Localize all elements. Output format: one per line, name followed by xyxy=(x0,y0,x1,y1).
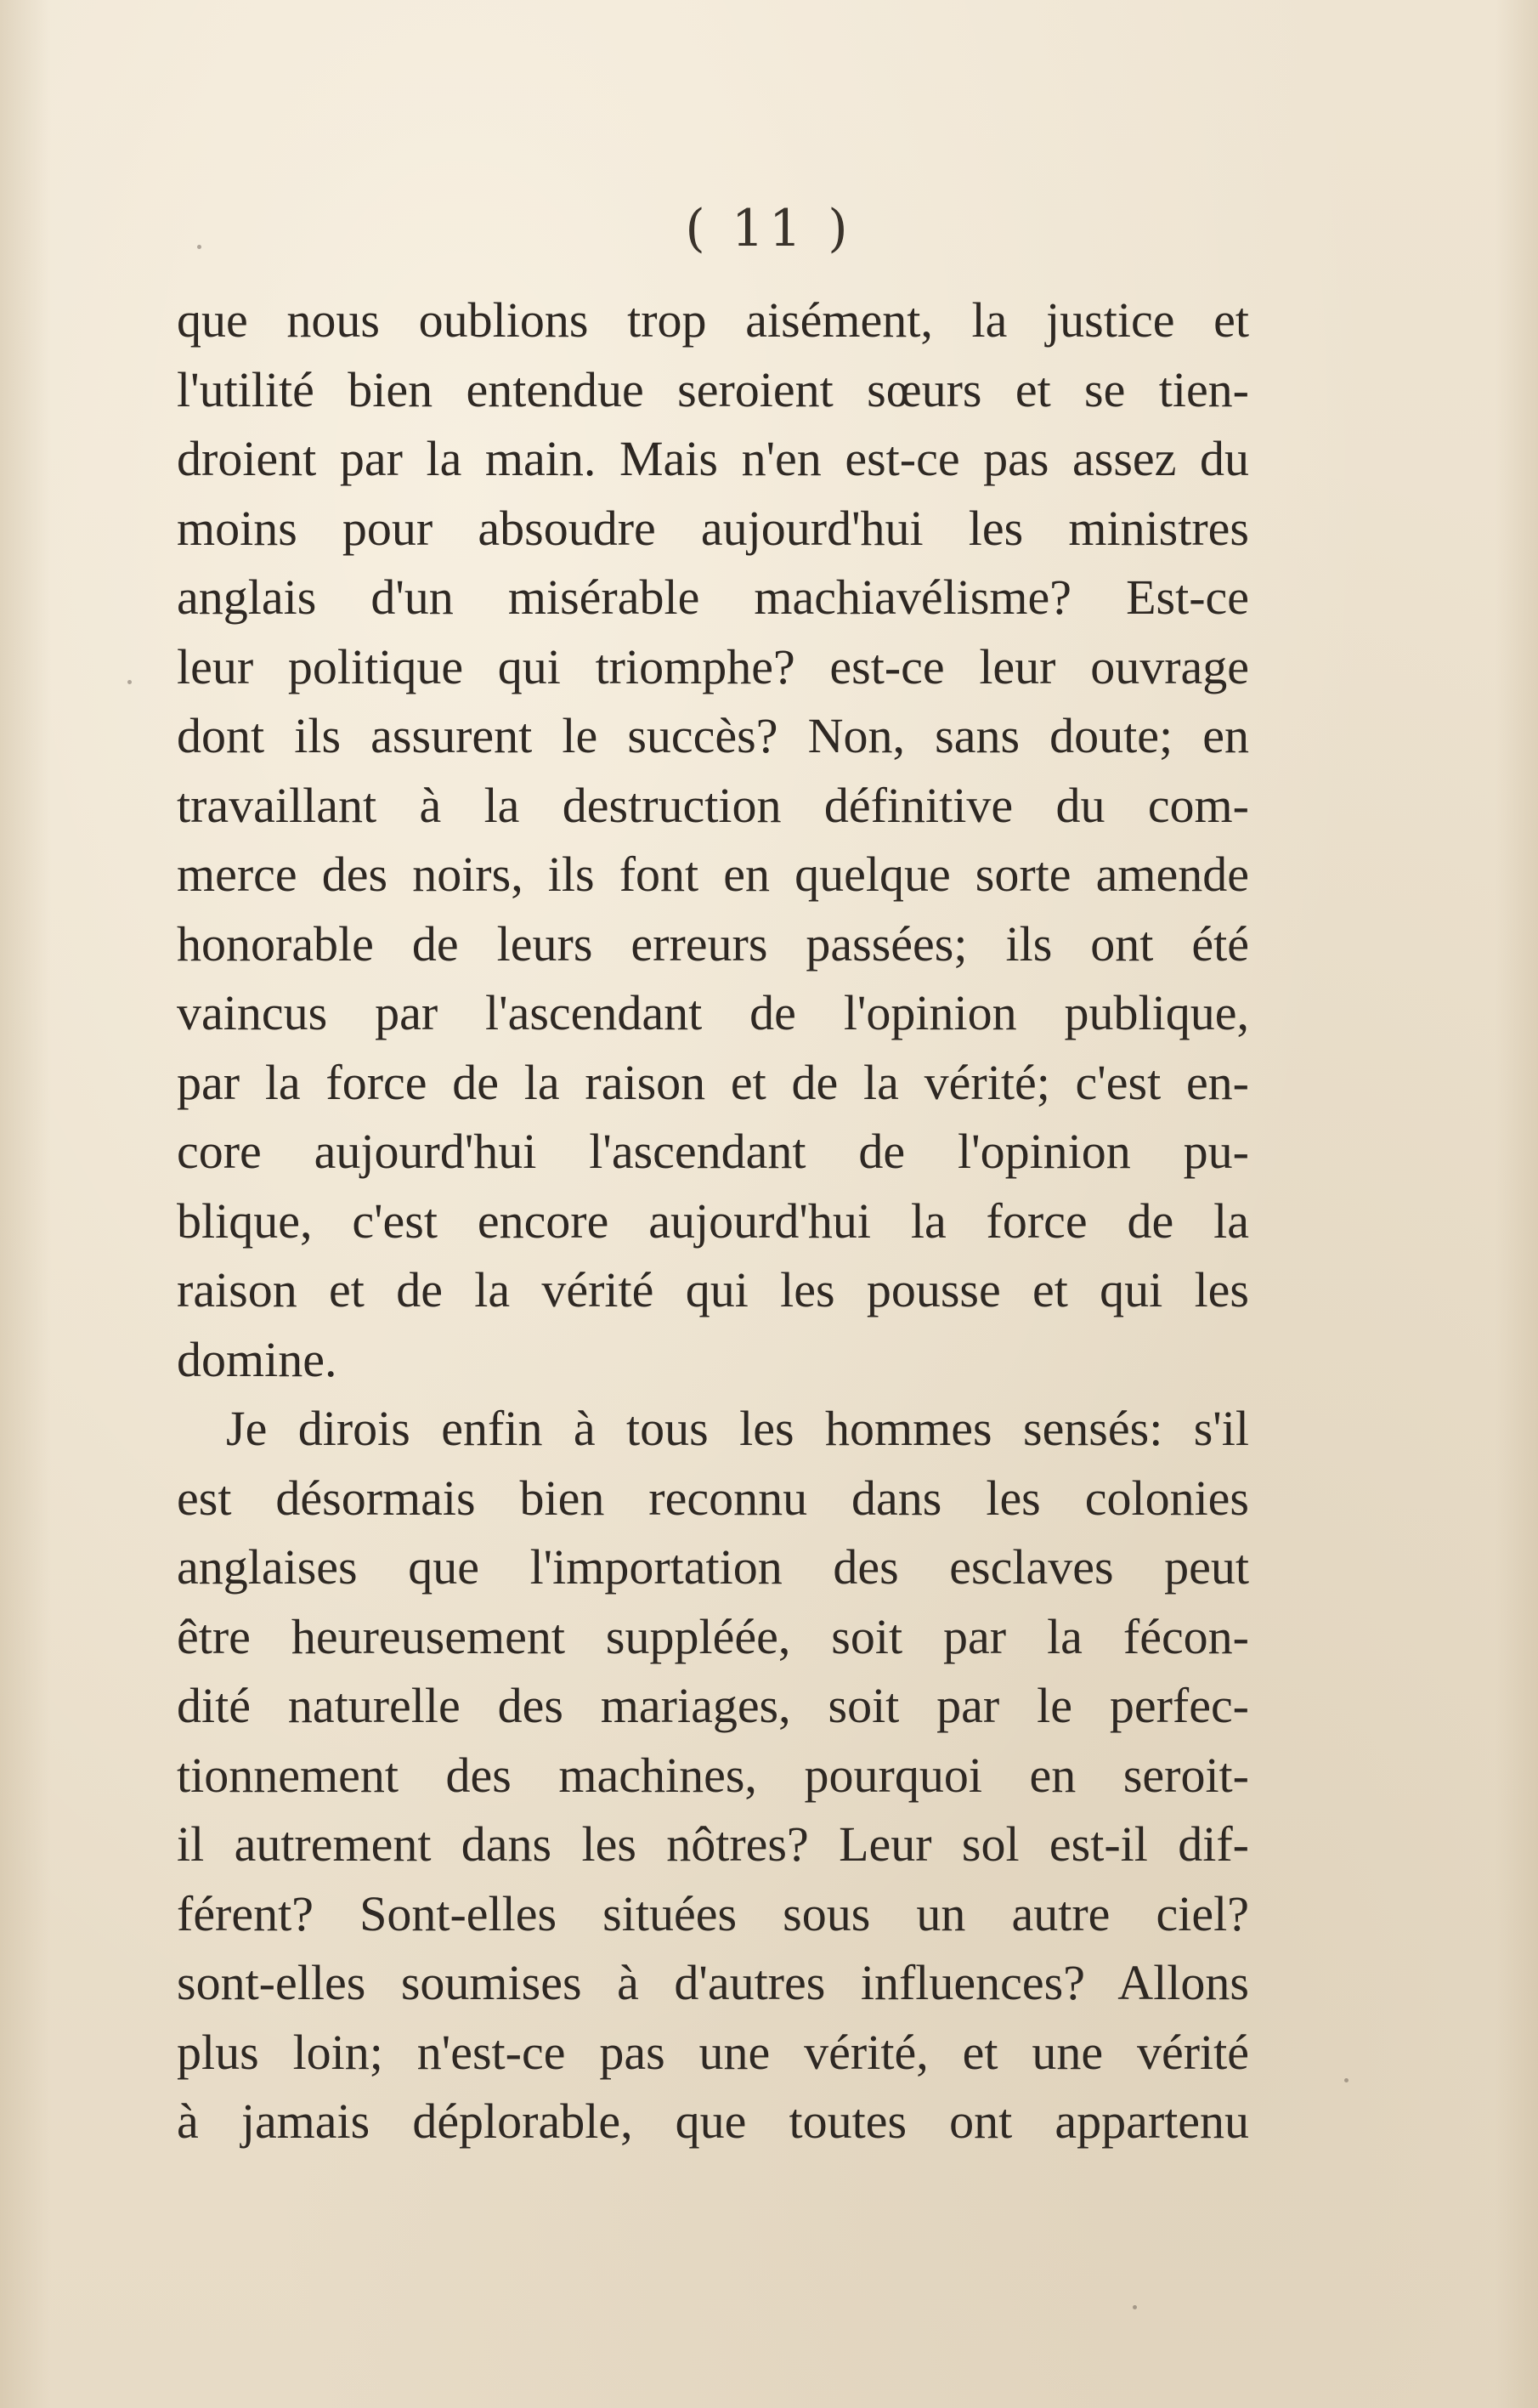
text-line: core aujourd'hui l'ascendant de l'opinion pu- xyxy=(177,1124,1249,1179)
paragraph-end-line: domine. xyxy=(177,1331,337,1387)
text-line: raison et de la vérité qui les pousse et qui les xyxy=(177,1262,1249,1317)
text-line: anglais d'un misérable machiavélisme? Est-ce xyxy=(177,569,1249,625)
text-line: honorable de leurs erreurs passées; ils ont été xyxy=(177,915,1249,972)
page-edge-shadow-right xyxy=(1496,0,1538,2408)
text-line: leur politique qui triomphe? est-ce leur ouvrage xyxy=(177,638,1249,694)
body-text xyxy=(177,286,1249,2156)
paper-speck xyxy=(197,245,201,249)
text-line: merce des noirs, ils font en quelque sorte amende xyxy=(177,847,1249,902)
text-line: tionnement des machines, pourquoi en seroit- xyxy=(177,1747,1249,1803)
text-line: moins pour absoudre aujourd'hui les ministres xyxy=(177,500,1249,556)
text-line: que nous oublions trop aisément, la justice et xyxy=(177,292,1249,348)
paper-speck xyxy=(127,680,132,684)
text-line: dité naturelle des mariages, soit par le perfec- xyxy=(177,1678,1249,1733)
text-line: l'utilité bien entendue seroient sœurs et se tien- xyxy=(177,361,1249,417)
text-line: sont-elles soumises à d'autres influences? Allons xyxy=(177,1955,1249,2010)
text-line: dont ils assurent le succès? Non, sans doute; en xyxy=(177,708,1249,763)
paper-speck xyxy=(1133,2305,1137,2309)
text-line: plus loin; n'est-ce pas une vérité, et une vérité xyxy=(177,2024,1249,2080)
text-line: est désormais bien reconnu dans les colonies xyxy=(177,1470,1249,1526)
text-line: il autrement dans les nôtres? Leur sol est-il dif- xyxy=(177,1816,1249,1872)
page-edge-shadow-left xyxy=(0,0,51,2408)
page-number: ( 11 ) xyxy=(685,199,853,258)
text-line: droient par la main. Mais n'en est-ce pas assez du xyxy=(177,431,1249,486)
paper-speck xyxy=(1344,2078,1349,2082)
text-line: à jamais déplorable, que toutes ont appartenu xyxy=(177,2094,1249,2149)
text-line: vaincus par l'ascendant de l'opinion publique, xyxy=(177,985,1249,1040)
text-line: être heureusement suppléée, soit par la fécon- xyxy=(177,1608,1249,1664)
text-line: blique, c'est encore aujourd'hui la force de la xyxy=(177,1193,1249,1249)
text-line: travaillant à la destruction définitive du com- xyxy=(177,777,1249,833)
text-line: férent? Sont-elles situées sous un autre ciel? xyxy=(177,1885,1249,1941)
paragraph-start-line: Je dirois enfin à tous les hommes sensés: s'il xyxy=(226,1401,1249,1456)
text-line: anglaises que l'importation des esclaves peut xyxy=(177,1539,1249,1595)
text-line: par la force de la raison et de la vérité; c'est en- xyxy=(177,1054,1249,1110)
